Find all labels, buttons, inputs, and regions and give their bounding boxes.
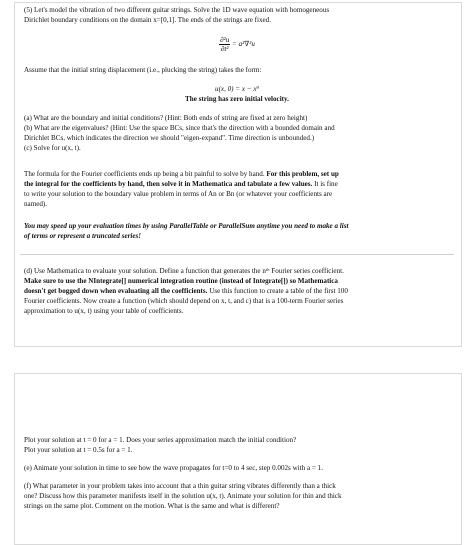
part-d-line-3 <box>24 287 452 297</box>
pde-rhs: = a²∇²u <box>232 40 255 49</box>
fourier-line-2 <box>24 180 452 190</box>
question-b-line-1: (b) What are the eigenvalues? (Hint: Use the space BCs, since that's the direction with a bounded domain and <box>24 124 335 132</box>
fourier-line-4: named). <box>24 200 48 208</box>
assume-text: Assume that the initial string displacement (i.e., plucking the string) takes the form: <box>24 66 262 74</box>
section-divider <box>20 254 454 255</box>
tip-line-1: You may speed up your evaluation times by using ParallelTable or ParallelSum anytime you need to make a list <box>24 222 349 230</box>
lower-panel <box>14 373 462 545</box>
fourier-line-1 <box>24 170 452 180</box>
fourier-line-2-plain: It is fine <box>312 180 338 188</box>
fourier-line-2-bold: the integral for the coefficients by hand, then solve it in Mathematica and tabulate a few values. <box>24 180 313 188</box>
fourier-line-1-plain: The formula for the Fourier coefficients ends up being a bit painful to solve by hand. <box>24 170 267 178</box>
zero-velocity-text: The string has zero initial velocity. <box>185 95 289 103</box>
part-f-line-2: one? Discuss how this parameter manifests itself in the solution u(x, t). Animate your solution for thin and thick <box>24 492 342 500</box>
pde-numerator: ∂²u <box>220 36 230 44</box>
fourier-line-3: to write your solution to the boundary value problem in terms of An or Bn (or whatever your coefficients are <box>24 190 333 198</box>
plot-line-2: Plot your solution at t = 0.5s for a = 1. <box>24 446 133 454</box>
part-d-line-1: (d) Use Mathematica to evaluate your solution. Define a function that generates the nᵗʰ Fourier series coefficient. <box>24 267 344 275</box>
tip-line-2: of terms or represent a truncated series! <box>24 232 142 240</box>
question-c: (c) Solve for u(x, t). <box>24 144 81 152</box>
intro-line-2: Dirichlet boundary conditions on the domain x=[0,1]. The ends of the strings are fixed. <box>24 16 271 24</box>
initial-condition: u(x, 0) = x − x⁹ <box>215 85 259 93</box>
part-d-line-3-plain: Use this function to create a table of the first 100 <box>207 287 348 295</box>
wave-equation <box>0 36 474 53</box>
intro-line-1: (5) Let's model the vibration of two different guitar strings. Solve the 1D wave equation with homogeneous <box>24 6 330 14</box>
part-f-line-3: strings on the same plot. Comment on the motion. What is the same and what is different? <box>24 502 280 510</box>
question-a: (a) What are the boundary and initial conditions? (Hint: Both ends of string are fixed at zero height) <box>24 114 308 122</box>
part-d-line-2: Make sure to use the NIntegrate[] numerical integration routine (instead of Integrate[]) so Mathematica <box>24 277 338 285</box>
pde-fraction <box>219 36 230 53</box>
question-b-line-2: Dirichlet BCs, which indicates the direction we should "eigen-expand". Time direction is unbounded.) <box>24 134 315 142</box>
plot-line-1: Plot your solution at t = 0 for a = 1. Does your series approximation match the initial condition? <box>24 436 297 444</box>
part-d-line-5: approximation to u(x, t) using your table of coefficients. <box>24 307 184 315</box>
part-d-line-4: Fourier coefficients. Now create a function (which should depend on x, t, and c) that is a 100-term Fourier series <box>24 297 344 305</box>
fourier-line-1-bold: For this problem, set up <box>266 170 339 178</box>
part-e: (e) Animate your solution in time to see how the wave propagates for t=0 to 4 sec, step 0.002s with a = 1. <box>24 464 323 472</box>
pde-denominator: ∂t² <box>220 45 229 53</box>
part-d-line-3-bold: doesn't get bogged down when evaluating all the coefficients. <box>24 287 208 295</box>
part-f-line-1: (f) What parameter in your problem takes into account that a thin guitar string vibrates differently than a thick <box>24 482 336 490</box>
